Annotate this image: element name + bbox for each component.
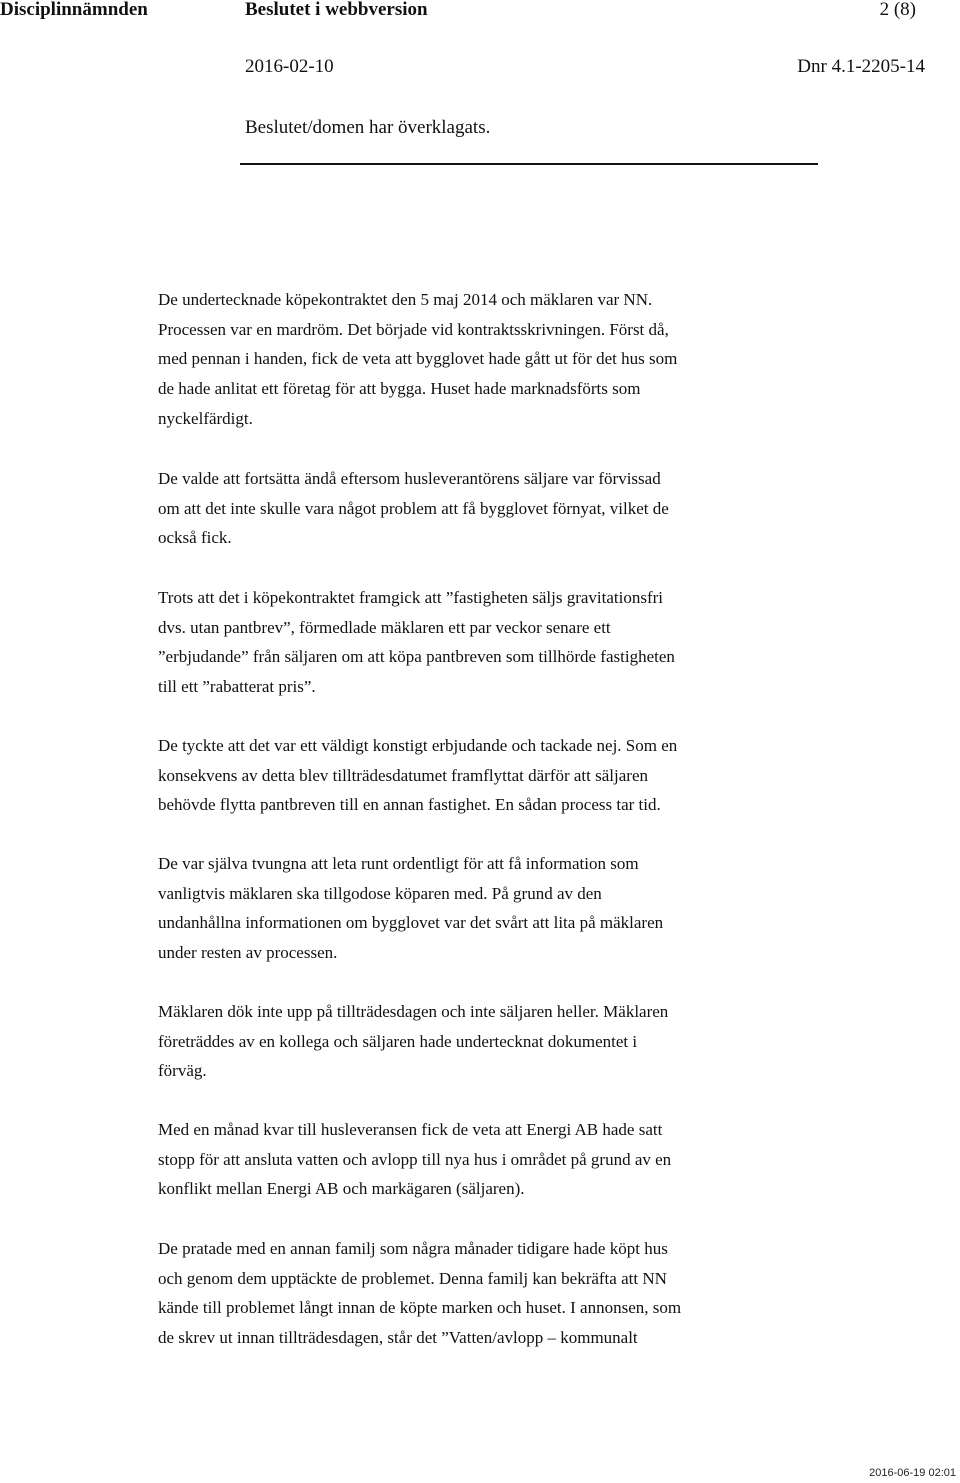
text-line: nyckelfärdigt.	[158, 408, 253, 428]
header-org: Disciplinnämnden	[0, 0, 148, 20]
text-line: behövde flytta pantbreven till en annan fastighet. En sådan process tar tid.	[158, 795, 661, 815]
text-line: vanligtvis mäklaren ska tillgodose köparen med. På grund av den	[158, 883, 602, 903]
body-paragraph-8	[158, 1234, 798, 1353]
header-version: Beslutet i webbversion	[245, 0, 428, 20]
text-line: ”erbjudande” från säljaren om att köpa pantbreven som tillhörde fastigheten	[158, 647, 675, 667]
body-paragraph-1	[158, 285, 798, 434]
header-divider	[240, 163, 818, 165]
body-paragraph-3	[158, 583, 798, 702]
text-line: de skrev ut innan tillträdesdagen, står det ”Vatten/avlopp – kommunalt	[158, 1328, 638, 1348]
text-line: De pratade med en annan familj som några månader tidigare hade köpt hus	[158, 1239, 668, 1258]
text-line: Mäklaren dök inte upp på tillträdesdagen och inte säljaren heller. Mäklaren	[158, 1002, 669, 1021]
text-line: Trots att det i köpekontraktet framgick att ”fastigheten säljs gravitationsfri	[158, 588, 663, 607]
text-line: undanhållna informationen om bygglovet var det svårt att lita på mäklaren	[158, 913, 664, 933]
text-line: företräddes av en kollega och säljaren hade undertecknat dokumentet i	[158, 1031, 638, 1051]
text-line: med pennan i handen, fick de veta att bygglovet hade gått ut för det hus som	[158, 349, 678, 369]
print-timestamp: 2016-06-19 02:01	[869, 1467, 956, 1479]
body-paragraph-5	[158, 849, 798, 968]
appeal-note: Beslutet/domen har överklagats.	[245, 117, 491, 138]
text-line: de hade anlitat ett företag för att bygga. Huset hade marknadsförts som	[158, 379, 641, 399]
running-header	[0, 0, 960, 22]
page-number: 2 (8)	[879, 0, 916, 20]
case-number: Dnr 4.1-2205-14	[797, 56, 925, 77]
text-line: dvs. utan pantbrev”, förmedlade mäklaren ett par veckor senare ett	[158, 617, 611, 637]
text-line: konflikt mellan Energi AB och markägaren (säljaren).	[158, 1179, 525, 1199]
text-line: kände till problemet långt innan de köpte marken och huset. I annonsen, som	[158, 1298, 682, 1318]
text-line: till ett ”rabatterat pris”.	[158, 677, 316, 697]
text-line: konsekvens av detta blev tillträdesdatumet framflyttat därför att säljaren	[158, 765, 648, 785]
text-line: De tyckte att det var ett väldigt konstigt erbjudande och tackade nej. Som en	[158, 736, 678, 755]
text-line: De valde att fortsätta ändå eftersom husleverantörens säljare var förvissad	[158, 469, 661, 488]
text-line: om att det inte skulle vara något problem att få bygglovet förnyat, vilket de	[158, 498, 669, 518]
text-line: också fick.	[158, 528, 232, 548]
text-line: förväg.	[158, 1061, 207, 1081]
text-line: De var själva tvungna att leta runt ordentligt för att få information som	[158, 854, 639, 873]
body-paragraph-4	[158, 731, 798, 820]
body-paragraph-2	[158, 464, 798, 553]
body-paragraph-6	[158, 997, 798, 1086]
text-line: Processen var en mardröm. Det började vid kontraktsskrivningen. Först då,	[158, 319, 669, 339]
body-paragraph-7	[158, 1115, 798, 1204]
text-line: och genom dem upptäckte de problemet. Denna familj kan bekräfta att NN	[158, 1268, 667, 1288]
text-line: De undertecknade köpekontraktet den 5 maj 2014 och mäklaren var NN.	[158, 290, 653, 309]
text-line: stopp för att ansluta vatten och avlopp till nya hus i området på grund av en	[158, 1149, 672, 1169]
decision-date: 2016-02-10	[245, 56, 334, 77]
text-line: under resten av processen.	[158, 943, 338, 963]
text-line: Med en månad kvar till husleveransen fick de veta att Energi AB hade satt	[158, 1120, 663, 1139]
